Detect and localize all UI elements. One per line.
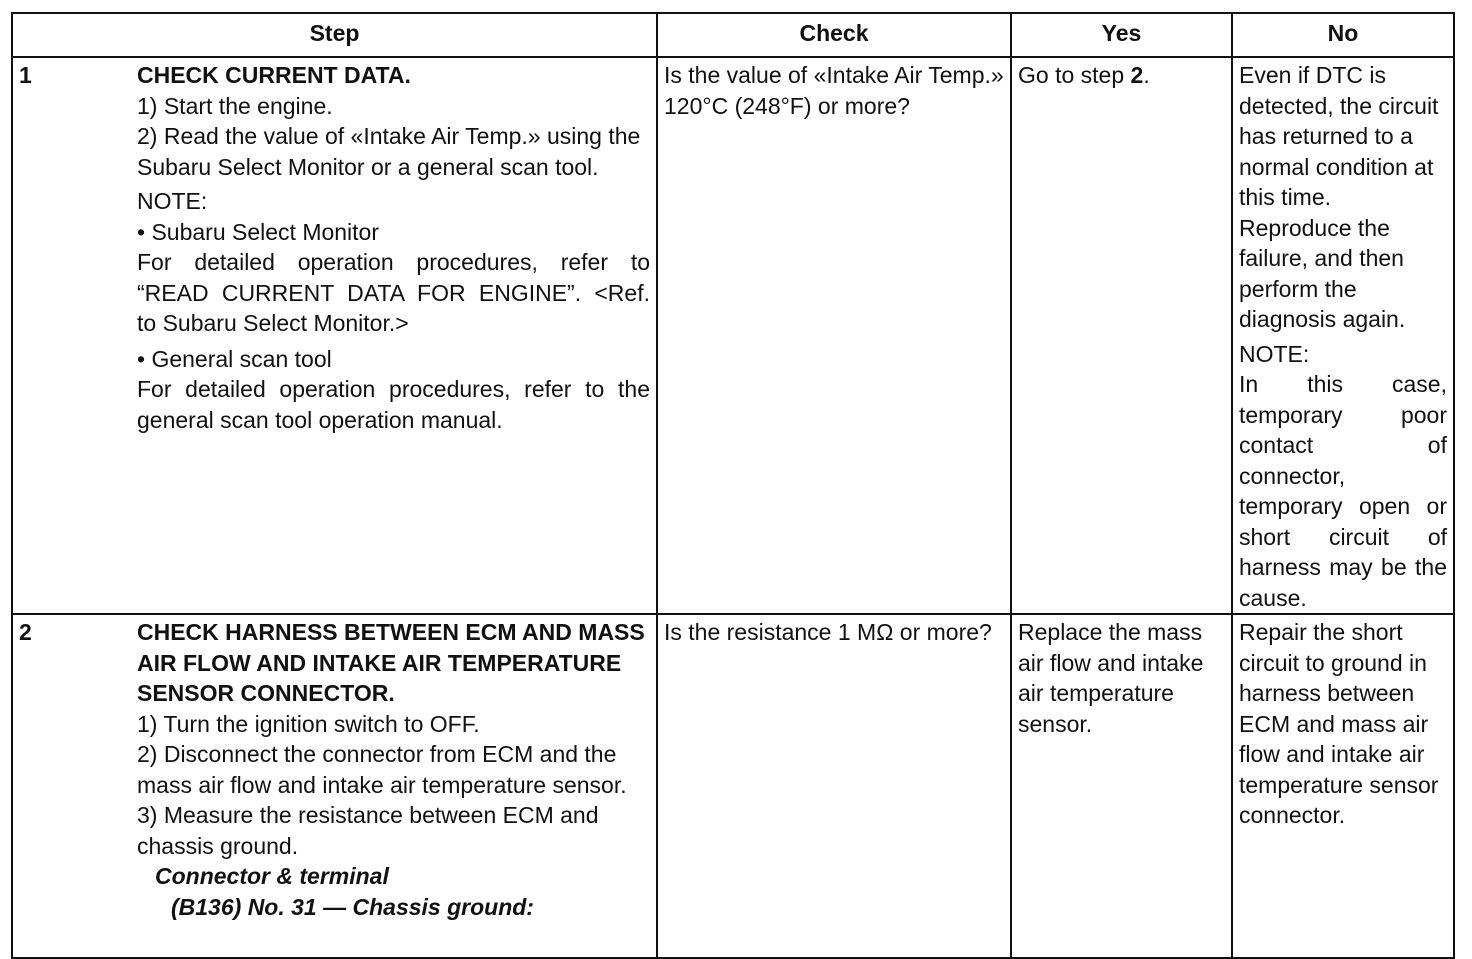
bullet-item: • Subaru Select Monitor (137, 218, 380, 245)
step-number: 1 (19, 62, 32, 88)
step-title: CHECK CURRENT DATA. (137, 62, 411, 88)
no-note-text: In this case, temporary poor contact of connector, temporary open or short circuit of harness may be the cause. (1239, 371, 1447, 611)
step-number: 2 (19, 619, 32, 645)
connector-label: Connector & terminal (155, 863, 389, 889)
step-cell (12, 614, 657, 958)
diagnostic-table (11, 12, 1455, 959)
header-step: Step (12, 13, 657, 57)
header-no: No (1232, 13, 1454, 57)
step-instruction: 1) Start the engine. (137, 92, 333, 119)
step-instruction: 2) Disconnect the connector from ECM and the mass air flow and intake air temperature sensor. (137, 741, 627, 798)
no-cell: Repair the short circuit to ground in harness between ECM and mass air flow and intake air temperature sensor connector. (1232, 614, 1454, 958)
step-cell (12, 57, 657, 614)
header-row (12, 13, 1454, 57)
step-title: CHECK HARNESS BETWEEN ECM AND MASS AIR FLOW AND INTAKE AIR TEMPERATURE SENSOR CONNECTOR. (137, 619, 645, 706)
yes-text-end: . (1143, 62, 1150, 88)
header-yes: Yes (1011, 13, 1232, 57)
note-text: to Subaru Select Monitor.> (137, 310, 409, 336)
table-row (12, 57, 1454, 614)
check-cell: Is the value of «Intake Air Temp.» 120°C (248°F) or more? (657, 57, 1011, 614)
yes-cell: Replace the mass air flow and intake air temperature sensor. (1011, 614, 1232, 958)
yes-text: Go to step (1018, 62, 1131, 88)
note-label: NOTE: (1239, 340, 1310, 367)
note-label: NOTE: (137, 188, 208, 214)
no-text: Even if DTC is detected, the circuit has returned to a normal condition at this time. Reproduce the failure, and then perform the diagnosis again. (1239, 62, 1439, 332)
table-row (12, 614, 1454, 958)
note-text: For detailed operation procedures, refer to the general scan tool operation manual. (137, 376, 650, 433)
step-instruction: 3) Measure the resistance between ECM and chassis ground. (137, 802, 599, 859)
check-cell: Is the resistance 1 MΩ or more? (657, 614, 1011, 958)
step-instruction: 1) Turn the ignition switch to OFF. (137, 710, 480, 737)
yes-cell (1011, 57, 1232, 614)
step-reference: 2 (1130, 62, 1144, 88)
step-instruction: 2) Read the value of «Intake Air Temp.» using the Subaru Select Monitor or a general scan tool. (137, 123, 641, 180)
bullet-item: • General scan tool (137, 345, 332, 372)
header-check: Check (657, 13, 1011, 57)
note-text: For detailed operation procedures, refer to (137, 249, 650, 275)
note-text: “READ CURRENT DATA FOR ENGINE”. <Ref. (137, 279, 650, 306)
connector-value: (B136) No. 31 — Chassis ground: (171, 893, 534, 920)
no-cell (1232, 57, 1454, 614)
